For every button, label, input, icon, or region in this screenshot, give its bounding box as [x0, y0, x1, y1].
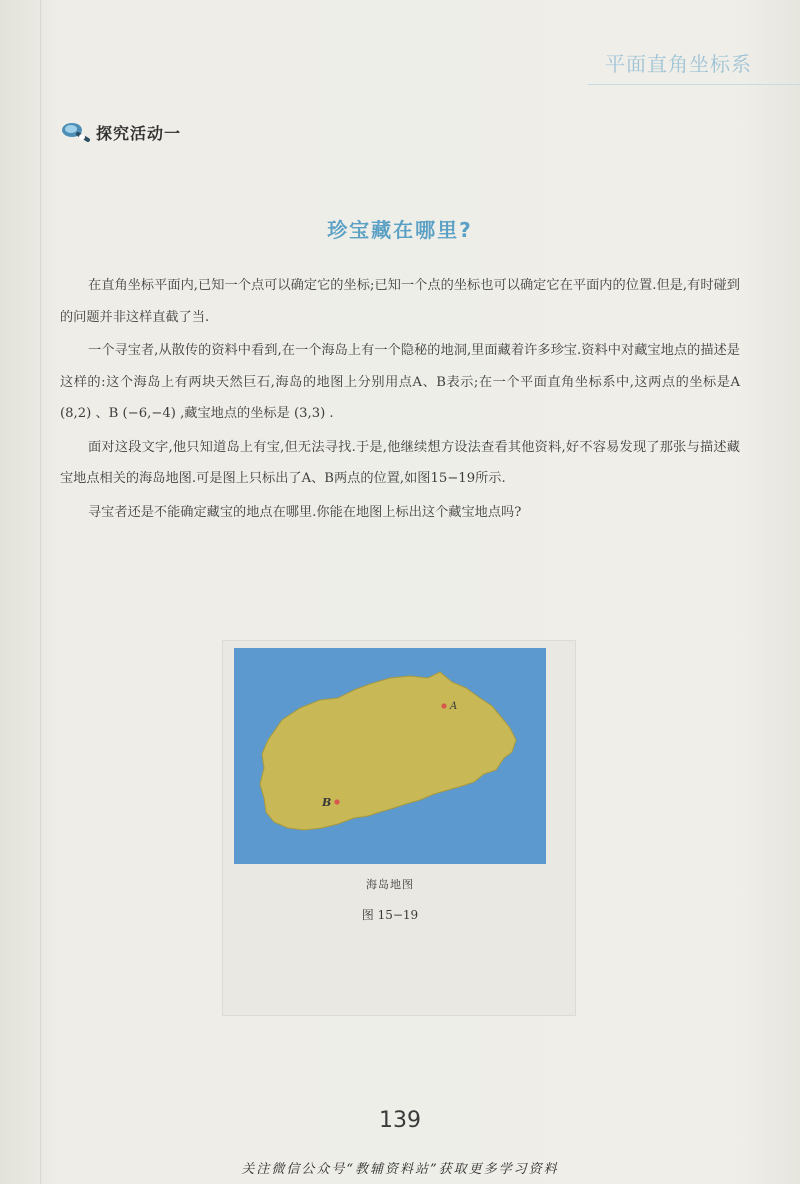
- point-b-label: B: [322, 796, 332, 809]
- page-number: 139: [379, 1108, 421, 1133]
- point-b-marker: [334, 799, 339, 804]
- section-title: 珍宝藏在哪里?: [327, 218, 473, 242]
- island-map: [234, 648, 546, 864]
- point-a-label: A: [450, 701, 458, 712]
- figure-label: 图 15−19: [361, 908, 419, 922]
- footer-watermark: 关注微信公众号“教辅资料站”获取更多学习资料: [241, 1162, 559, 1177]
- activity-label: 探究活动一: [96, 123, 182, 143]
- activity-heading: [60, 118, 181, 146]
- paragraph-2: 一个寻宝者,从散传的资料中看到,在一个海岛上有一个隐秘的地洞,里面藏着许多珍宝.资料中对藏宝地点的描述是这样的:这个海岛上有两块天然巨石,海岛的地图上分别用点A、B表示;在一个平面直角坐标系中,这两点的坐标是A (8,2) 、B (−6,−4) ,藏宝地点的坐标是 (3,3) .: [60, 343, 740, 421]
- paragraph-1: 在直角坐标平面内,已知一个点可以确定它的坐标;已知一个点的坐标也可以确定它在平面内的位置.但是,有时碰到的问题并非这样直截了当.: [60, 278, 740, 325]
- magnifier-icon: [60, 120, 90, 144]
- header-rule: [588, 84, 800, 85]
- paragraph-3: 面对这段文字,他只知道岛上有宝,但无法寻找.于是,他继续想方设法查看其他资料,好不容易发现了那张与描述藏宝地点相关的海岛地图.可是图上只标出了A、B两点的位置,如图15−19所示.: [60, 439, 740, 486]
- running-head: 平面直角坐标系: [605, 52, 752, 76]
- map-caption: 海岛地图: [366, 878, 414, 891]
- island-map-graphic: [234, 648, 546, 864]
- margin-line: [40, 0, 41, 1184]
- point-a-marker: [441, 703, 446, 708]
- paragraph-4: 寻宝者还是不能确定藏宝的地点在哪里.你能在地图上标出这个藏宝地点吗?: [88, 504, 522, 520]
- body-text: [60, 270, 740, 530]
